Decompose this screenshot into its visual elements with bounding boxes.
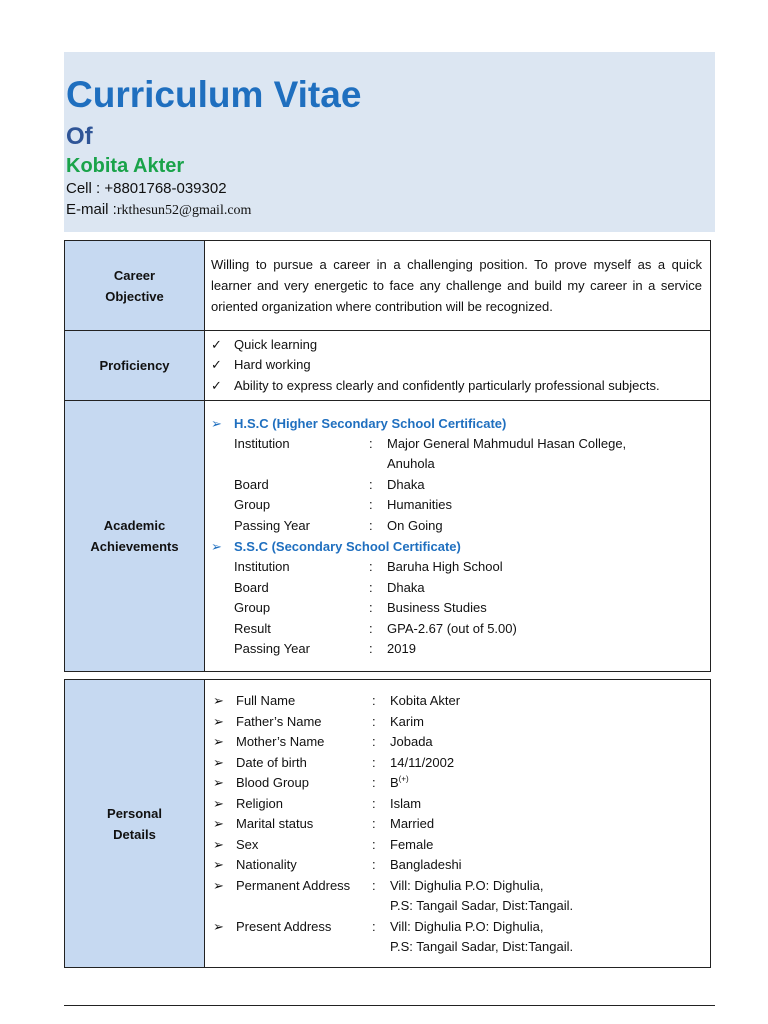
hsc-heading-text: H.S.C (Higher Secondary School Certificate) [234,415,507,431]
ssc-row [211,639,702,660]
pd-value: P.S: Tangail Sadar, Dist:Tangail. [390,898,574,914]
arrow-empty [211,937,236,958]
kv-colon: : [369,641,373,656]
kv-colon: : [369,517,373,533]
kv-value: Baruha High School [387,559,503,574]
career-label-line1: Career [113,267,156,283]
kv-key: Board [234,579,269,595]
pd-key: Religion [236,795,283,811]
pd-colon: : [372,713,376,729]
arrow-icon: ➢ [213,918,224,934]
kv-value: Business Studies [387,600,487,615]
pd-key-empty [236,937,372,958]
hsc-row-cont [211,454,702,475]
career-body [205,241,711,331]
personal-item [211,773,702,794]
arrow-icon: ➢ [213,693,224,709]
pd-key: Present Address [236,918,332,934]
pd-key: Marital status [236,816,314,832]
career-label [65,241,205,331]
kv-value: Anuhola [387,456,435,471]
check-icon: ✓ [211,357,222,373]
cv-title: Curriculum Vitae [66,74,362,115]
academic-body [205,401,711,672]
kv-key: Group [234,497,271,512]
email-label: E-mail : [66,201,117,218]
list-item-text: Quick learning [234,336,318,352]
arrow-icon: ➢ [213,775,224,791]
ssc-heading-text: S.S.C (Secondary School Certificate) [234,539,461,554]
personal-item [211,855,702,876]
pd-colon: : [372,877,376,893]
cell-line [66,178,715,199]
personal-item [211,814,702,835]
personal-body [205,680,711,968]
list-item [211,355,702,376]
email-line [66,199,715,221]
candidate-name: Kobita Akter [66,155,185,177]
personal-row [65,680,711,968]
arrow-icon: ➢ [213,795,224,811]
kv-value: Major General Mahmudul Hasan College, [387,435,627,451]
pd-key-empty [236,896,372,917]
pd-key: Mother’s Name [236,734,325,750]
email-value[interactable]: rkthesun52@gmail.com [116,203,252,218]
kv-colon: : [369,435,373,451]
list-item-text: Ability to express clearly and confidently particularly professional subjects. [234,377,660,393]
arrow-icon: ➢ [213,754,224,770]
career-row [65,241,711,331]
pd-colon: : [372,775,376,791]
blood-group-value: B [390,775,399,791]
list-item [211,335,702,356]
hsc-row [211,475,702,496]
kv-value: Humanities [387,497,453,512]
pd-value: Jobada [390,734,433,750]
list-item-text: Hard working [234,357,311,373]
pd-value: Islam [390,795,422,811]
page-footer-rule [64,1005,715,1006]
kv-key: Institution [234,435,290,451]
personal-label [65,680,205,968]
ssc-row [211,598,702,619]
pd-value: Karim [390,713,424,729]
pd-colon: : [372,836,376,852]
personal-label-line2: Details [113,826,156,842]
pd-value: Kobita Akter [390,693,461,709]
personal-item-cont [211,937,702,958]
pd-value: Vill: Dighulia P.O: Dighulia, [390,918,544,934]
kv-key: Institution [234,559,290,574]
academic-label-line2: Achievements [90,539,179,554]
pd-colon: : [372,918,376,934]
pd-key: Father’s Name [236,713,322,729]
kv-key-empty [211,454,369,475]
cv-main-table [64,240,711,672]
arrow-icon: ➢ [213,713,224,729]
hsc-row [211,495,702,516]
list-item [211,376,702,397]
kv-key: Passing Year [234,641,310,656]
personal-item [211,835,702,856]
kv-colon: : [369,497,373,512]
ssc-heading [211,536,702,557]
kv-value: GPA-2.67 (out of 5.00) [387,620,517,636]
kv-colon: : [369,600,373,615]
personal-item [211,794,702,815]
kv-key: Passing Year [234,517,310,533]
proficiency-row [65,331,711,401]
pd-colon: : [372,734,376,750]
pd-colon: : [372,754,376,770]
pd-key: Blood Group [236,775,309,791]
cv-of: Of [66,123,93,150]
arrow-empty [211,896,236,917]
kv-colon-empty [369,454,387,475]
ssc-row [211,619,702,640]
personal-item [211,876,702,897]
ssc-row [211,557,702,578]
kv-value: 2019 [387,641,416,656]
pd-colon-empty [372,896,390,917]
kv-value: On Going [387,517,443,533]
academic-row [65,401,711,672]
personal-item [211,917,702,938]
ssc-row [211,578,702,599]
arrow-icon: ➢ [213,836,224,852]
hsc-heading [211,413,702,434]
pd-key: Nationality [236,857,297,873]
pd-colon: : [372,693,376,709]
pd-key: Permanent Address [236,877,351,893]
check-icon: ✓ [211,336,222,352]
kv-key: Group [234,600,271,615]
pd-colon-empty [372,937,390,958]
kv-colon: : [369,620,373,636]
pd-colon: : [372,857,376,873]
pd-colon: : [372,795,376,811]
pd-value [390,773,702,794]
career-label-line2: Objective [105,288,164,304]
arrow-icon: ➢ [213,734,224,750]
pd-value: Female [390,836,434,852]
personal-item [211,691,702,712]
personal-item [211,732,702,753]
cv-header [64,52,715,232]
personal-label-line1: Personal [107,805,162,821]
kv-key: Result [234,620,271,636]
check-icon: ✓ [211,377,222,393]
personal-item [211,753,702,774]
pd-value: Bangladeshi [390,857,462,873]
kv-colon: : [369,579,373,595]
blood-group-sign: (+) [398,774,409,784]
career-text: Willing to pursue a career in a challenging position. To prove myself as a quick learner and very energetic to face any challenge and build my career in a service oriented organization where contribution will be recognized. [211,257,702,314]
pd-key: Full Name [236,693,296,709]
pd-key: Date of birth [236,754,307,770]
arrow-icon: ➢ [211,539,222,554]
personal-item [211,712,702,733]
academic-label [65,401,205,672]
kv-colon: : [369,476,373,492]
pd-value: Vill: Dighulia P.O: Dighulia, [390,877,544,893]
kv-colon: : [369,559,373,574]
arrow-icon: ➢ [211,415,222,431]
hsc-row [211,516,702,537]
personal-item-cont [211,896,702,917]
pd-colon: : [372,816,376,832]
kv-key: Board [234,476,269,492]
kv-value: Dhaka [387,476,425,492]
pd-value: Married [390,816,435,832]
pd-value: P.S: Tangail Sadar, Dist:Tangail. [390,939,574,955]
arrow-icon: ➢ [213,857,224,873]
arrow-icon: ➢ [213,816,224,832]
kv-value: Dhaka [387,579,425,595]
pd-key: Sex [236,836,259,852]
hsc-row [211,434,702,455]
arrow-icon: ➢ [213,877,224,893]
proficiency-label: Proficiency [65,331,205,401]
proficiency-body [205,331,711,401]
academic-label-line1: Academic [103,518,166,533]
pd-value: 14/11/2002 [390,754,455,770]
cell-number: +8801768-039302 [104,180,227,197]
personal-table [64,679,711,968]
cell-label: Cell : [66,180,105,197]
proficiency-list [211,335,702,397]
